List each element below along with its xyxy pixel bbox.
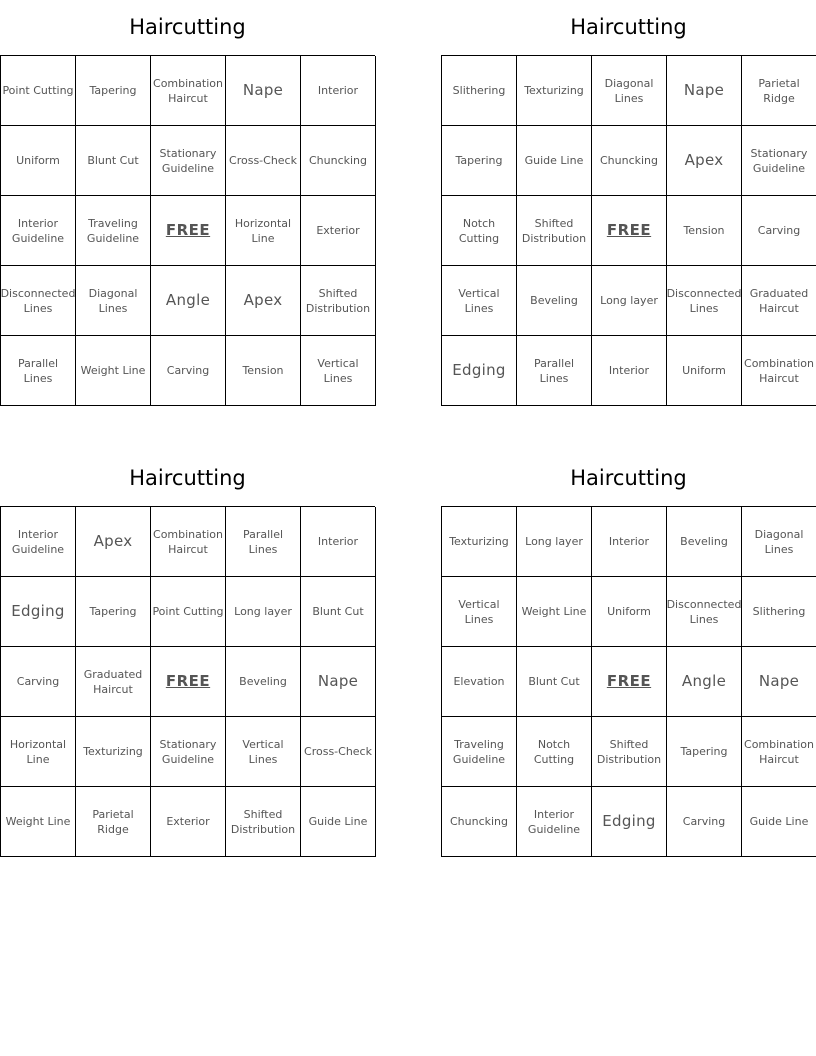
bingo-cell: Exterior — [151, 787, 226, 857]
bingo-cell: Slithering — [742, 577, 816, 647]
bingo-cell: Diagonal Lines — [76, 266, 151, 336]
bingo-cell: Tension — [226, 336, 301, 406]
bingo-cell: Blunt Cut — [301, 577, 376, 647]
bingo-cell: Apex — [226, 266, 301, 336]
bingo-cell: Vertical Lines — [442, 266, 517, 336]
bingo-cell: Guide Line — [742, 787, 816, 857]
bingo-cell: Edging — [592, 787, 667, 857]
bingo-cell: Elevation — [442, 647, 517, 717]
bingo-cell: Beveling — [667, 507, 742, 577]
bingo-cell: Stationary Guideline — [742, 126, 816, 196]
bingo-cell: Long layer — [592, 266, 667, 336]
bingo-cell: Beveling — [226, 647, 301, 717]
bingo-cell: Parallel Lines — [1, 336, 76, 406]
bingo-cell: Interior Guideline — [1, 507, 76, 577]
bingo-grid — [441, 506, 816, 857]
bingo-cell: Exterior — [301, 196, 376, 266]
bingo-cell: Horizontal Line — [1, 717, 76, 787]
bingo-cell: Nape — [667, 56, 742, 126]
card-title: Haircutting — [570, 466, 687, 490]
bingo-cell: Disconnected Lines — [667, 266, 742, 336]
bingo-cell: Vertical Lines — [226, 717, 301, 787]
bingo-cell: Blunt Cut — [517, 647, 592, 717]
bingo-cell: Carving — [1, 647, 76, 717]
bingo-cell: Cross-Check — [301, 717, 376, 787]
bingo-cell: Graduated Haircut — [742, 266, 816, 336]
bingo-cell: Horizontal Line — [226, 196, 301, 266]
bingo-cell: Long layer — [517, 507, 592, 577]
bingo-cell: Weight Line — [76, 336, 151, 406]
bingo-cell: Angle — [151, 266, 226, 336]
bingo-cell: Disconnected Lines — [667, 577, 742, 647]
bingo-cell: Interior — [301, 56, 376, 126]
bingo-cell: Interior — [592, 336, 667, 406]
bingo-cell: Chuncking — [301, 126, 376, 196]
bingo-cell: Carving — [151, 336, 226, 406]
bingo-cell: Edging — [442, 336, 517, 406]
bingo-cell: Stationary Guideline — [151, 126, 226, 196]
bingo-cell: Traveling Guideline — [442, 717, 517, 787]
free-space: FREE — [151, 647, 226, 717]
bingo-cell: Tension — [667, 196, 742, 266]
bingo-cell: Chuncking — [592, 126, 667, 196]
bingo-cell: Combination Haircut — [742, 336, 816, 406]
bingo-cell: Beveling — [517, 266, 592, 336]
free-space: FREE — [592, 647, 667, 717]
bingo-cell: Point Cutting — [1, 56, 76, 126]
bingo-cell: Combination Haircut — [742, 717, 816, 787]
bingo-cell: Edging — [1, 577, 76, 647]
bingo-cell: Notch Cutting — [517, 717, 592, 787]
bingo-cell: Guide Line — [301, 787, 376, 857]
bingo-cell: Vertical Lines — [301, 336, 376, 406]
bingo-cell: Blunt Cut — [76, 126, 151, 196]
bingo-cell: Slithering — [442, 56, 517, 126]
bingo-cell: Shifted Distribution — [226, 787, 301, 857]
bingo-grid — [441, 55, 816, 406]
bingo-cell: Nape — [742, 647, 816, 717]
bingo-cell: Cross-Check — [226, 126, 301, 196]
free-space: FREE — [151, 196, 226, 266]
free-space: FREE — [592, 196, 667, 266]
bingo-grid — [0, 55, 375, 406]
bingo-cell: Carving — [742, 196, 816, 266]
bingo-cell: Notch Cutting — [442, 196, 517, 266]
bingo-cell: Texturizing — [76, 717, 151, 787]
bingo-cell: Long layer — [226, 577, 301, 647]
bingo-cell: Shifted Distribution — [301, 266, 376, 336]
bingo-cell: Shifted Distribution — [517, 196, 592, 266]
bingo-cell: Chuncking — [442, 787, 517, 857]
bingo-cell: Combination Haircut — [151, 507, 226, 577]
bingo-cell: Uniform — [592, 577, 667, 647]
bingo-cell: Vertical Lines — [442, 577, 517, 647]
bingo-cell: Uniform — [1, 126, 76, 196]
bingo-grid — [0, 506, 375, 857]
card-title: Haircutting — [129, 466, 246, 490]
bingo-cell: Interior — [592, 507, 667, 577]
bingo-cell: Stationary Guideline — [151, 717, 226, 787]
bingo-cell: Traveling Guideline — [76, 196, 151, 266]
bingo-cell: Angle — [667, 647, 742, 717]
bingo-cell: Disconnected Lines — [1, 266, 76, 336]
bingo-cell: Interior — [301, 507, 376, 577]
bingo-cell: Parietal Ridge — [76, 787, 151, 857]
bingo-cell: Nape — [301, 647, 376, 717]
card-title: Haircutting — [129, 15, 246, 39]
bingo-cell: Apex — [667, 126, 742, 196]
bingo-cell: Parietal Ridge — [742, 56, 816, 126]
bingo-cell: Shifted Distribution — [592, 717, 667, 787]
bingo-cell: Weight Line — [517, 577, 592, 647]
bingo-cell: Combination Haircut — [151, 56, 226, 126]
bingo-cell: Tapering — [442, 126, 517, 196]
bingo-cell: Parallel Lines — [517, 336, 592, 406]
bingo-cell: Tapering — [76, 577, 151, 647]
bingo-cell: Guide Line — [517, 126, 592, 196]
bingo-cell: Interior Guideline — [517, 787, 592, 857]
bingo-cell: Tapering — [76, 56, 151, 126]
bingo-cell: Diagonal Lines — [742, 507, 816, 577]
card-title: Haircutting — [570, 15, 687, 39]
bingo-cell: Point Cutting — [151, 577, 226, 647]
bingo-cell: Tapering — [667, 717, 742, 787]
bingo-cell: Apex — [76, 507, 151, 577]
bingo-cell: Texturizing — [442, 507, 517, 577]
bingo-cell: Uniform — [667, 336, 742, 406]
bingo-cell: Weight Line — [1, 787, 76, 857]
bingo-cell: Interior Guideline — [1, 196, 76, 266]
bingo-cell: Texturizing — [517, 56, 592, 126]
bingo-cell: Carving — [667, 787, 742, 857]
bingo-cell: Graduated Haircut — [76, 647, 151, 717]
bingo-cell: Parallel Lines — [226, 507, 301, 577]
bingo-cell: Nape — [226, 56, 301, 126]
bingo-cell: Diagonal Lines — [592, 56, 667, 126]
